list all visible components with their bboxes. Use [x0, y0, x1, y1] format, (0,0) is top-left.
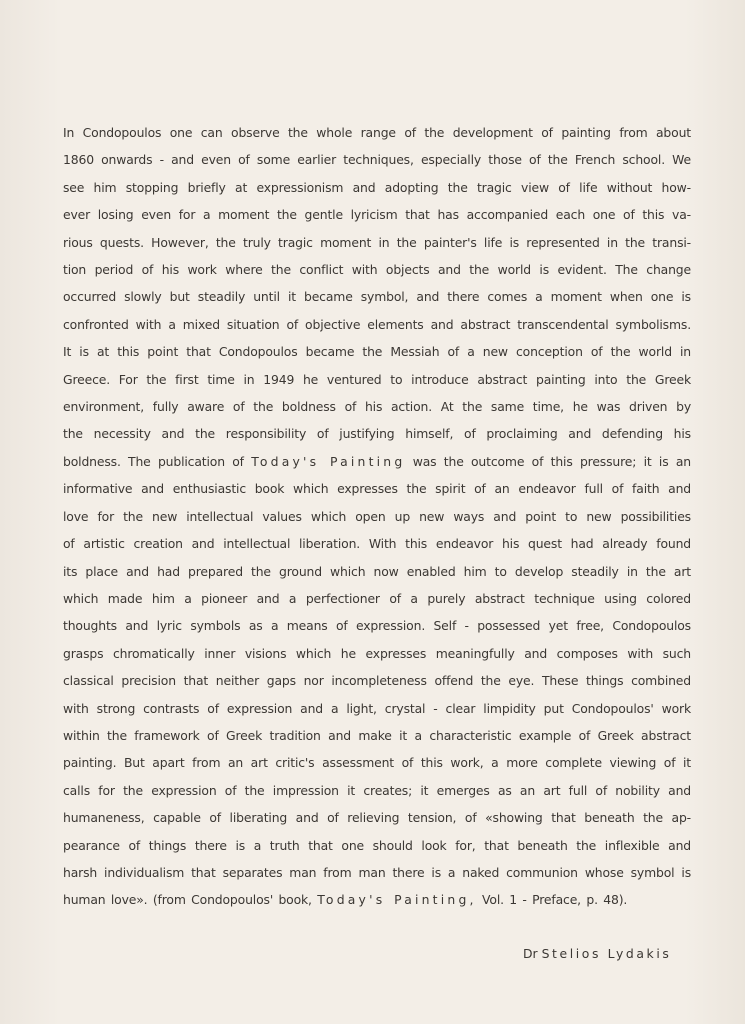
text-line — [63, 864, 691, 891]
text-segment: the necessity and the responsibility of justifying himself, of proclaiming and defending his — [63, 426, 691, 442]
text-line — [63, 837, 691, 864]
text-segment: painting. But apart from an art critic's assessment of this work, a more complete viewing of it — [63, 755, 691, 771]
text-segment: confronted with a mixed situation of objective elements and abstract transcendental symbolisms. — [63, 316, 691, 332]
signature-name: Stelios Lydakis — [541, 946, 672, 961]
text-line — [63, 700, 691, 727]
author-signature — [523, 946, 671, 961]
text-line — [63, 124, 691, 151]
text-segment: occurred slowly but steadily until it became symbol, and there comes a moment when one is — [63, 289, 691, 305]
text-line — [63, 343, 691, 370]
text-segment: which made him a pioneer and a perfectioner of a purely abstract technique using colored — [63, 590, 691, 606]
text-line — [63, 891, 691, 918]
text-line — [63, 425, 691, 452]
text-segment: It is at this point that Condopoulos became the Messiah of a new conception of the world in — [63, 344, 691, 360]
text-segment: human love». (from Condopoulos' book, — [63, 892, 318, 908]
text-segment: In Condopoulos one can observe the whole range of the development of painting from about — [63, 125, 691, 140]
text-line — [63, 754, 691, 781]
text-line — [63, 288, 691, 315]
book-title: Today's Painting — [251, 453, 406, 469]
text-segment: of artistic creation and intellectual liberation. With this endeavor his quest had already found — [63, 536, 691, 552]
text-segment: Vol. 1 - Preface, p. 48). — [476, 892, 628, 908]
text-segment: thoughts and lyric symbols as a means of expression. Self - possessed yet free, Condopoulos — [63, 618, 691, 634]
text-line — [63, 398, 691, 425]
text-line — [63, 617, 691, 644]
text-line — [63, 179, 691, 206]
text-segment: environment, fully aware of the boldness of his action. At the same time, he was driven by — [63, 399, 691, 415]
text-segment: grasps chromatically inner visions which he expresses meaningfully and composes with such — [63, 645, 691, 661]
body-text — [63, 124, 691, 919]
text-segment: informative and enthusiastic book which expresses the spirit of an endeavor full of faith and — [63, 481, 691, 497]
text-segment: Greece. For the first time in 1949 he ventured to introduce abstract painting into the Greek — [63, 371, 691, 387]
text-segment: ever losing even for a moment the gentle lyricism that has accompanied each one of this va- — [63, 207, 691, 223]
text-line — [63, 206, 691, 233]
text-line — [63, 316, 691, 343]
text-line — [63, 453, 691, 480]
book-title: Today's Painting, — [317, 892, 477, 908]
text-segment: see him stopping briefly at expressionism and adopting the tragic view of life without how- — [63, 179, 691, 195]
text-line — [63, 234, 691, 261]
text-segment: rious quests. However, the truly tragic moment in the painter's life is represented in the transi- — [63, 234, 691, 250]
text-segment: its place and had prepared the ground which now enabled him to develop steadily in the art — [63, 563, 691, 579]
text-segment: was the outcome of this pressure; it is an — [405, 453, 691, 469]
text-segment: pearance of things there is a truth that one should look for, that beneath the inflexible and — [63, 837, 691, 853]
text-line — [63, 590, 691, 617]
text-line — [63, 563, 691, 590]
text-line — [63, 672, 691, 699]
text-segment: boldness. The publication of — [63, 453, 252, 469]
text-line — [63, 151, 691, 178]
text-segment: humaneness, capable of liberating and of relieving tension, of «showing that beneath the ap- — [63, 810, 691, 826]
text-line — [63, 645, 691, 672]
text-line — [63, 508, 691, 535]
text-line — [63, 727, 691, 754]
signature-prefix: Dr — [523, 946, 542, 961]
text-line — [63, 261, 691, 288]
text-segment: 1860 onwards - and even of some earlier techniques, especially those of the French school. We — [63, 152, 691, 168]
text-segment: within the framework of Greek tradition and make it a characteristic example of Greek abstract — [63, 727, 691, 743]
text-segment: tion period of his work where the conflict with objects and the world is evident. The change — [63, 262, 691, 278]
text-segment: calls for the expression of the impression it creates; it emerges as an art full of nobility and — [63, 782, 691, 798]
text-segment: harsh individualism that separates man from man there is a naked communion whose symbol is — [63, 864, 691, 880]
text-segment: love for the new intellectual values which open up new ways and point to new possibilities — [63, 508, 691, 524]
text-segment: with strong contrasts of expression and a light, crystal - clear limpidity put Condopoulos' work — [63, 700, 691, 716]
text-line — [63, 371, 691, 398]
text-line — [63, 782, 691, 809]
text-line — [63, 809, 691, 836]
text-line — [63, 480, 691, 507]
text-line — [63, 535, 691, 562]
text-segment: classical precision that neither gaps nor incompleteness offend the eye. These things combined — [63, 673, 691, 689]
